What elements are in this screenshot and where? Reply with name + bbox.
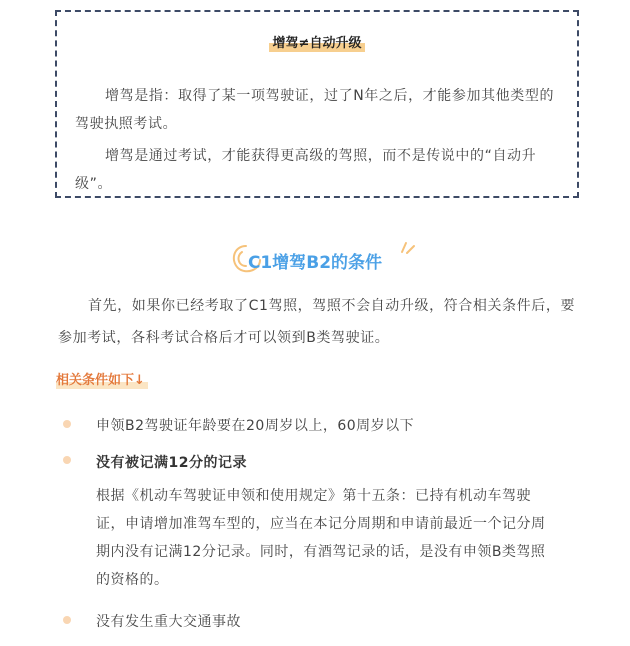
bullet-dot-icon bbox=[63, 616, 71, 624]
intro-paragraph-text: 首先，如果你已经考取了C1驾照，驾照不会自动升级，符合相关条件后，要参加考试，各科考试合格后才可以领到B类驾驶证。 bbox=[58, 298, 576, 346]
notice-paragraph-2-text: 增驾是通过考试，才能获得更高级的驾照，而不是传说中的“自动升级”。 bbox=[75, 148, 537, 192]
condition-item-2-detail: 根据《机动车驾驶证申领和使用规定》第十五条：已持有机动车驾驶证，申请增加准驾车型的，应当在本记分周期和申请前最近一个记分周期内没有记满12分记录。同时，有酒驾记录的话，是没有申领B类驾照的资格的。 bbox=[96, 488, 546, 588]
bullet-dot-icon bbox=[63, 456, 71, 464]
intro-paragraph bbox=[58, 290, 578, 354]
notice-box bbox=[55, 10, 579, 198]
condition-item-2: 没有被记满12分的记录 bbox=[96, 455, 247, 471]
section-heading bbox=[0, 240, 630, 280]
section-heading-text: C1增驾B2的条件 bbox=[247, 253, 383, 273]
notice-paragraph-1 bbox=[75, 82, 563, 138]
notice-title-text: 增驾≠自动升级 bbox=[269, 36, 366, 52]
condition-item-1: 申领B2驾驶证年龄要在20周岁以上，60周岁以下 bbox=[96, 418, 415, 434]
notice-title bbox=[57, 32, 577, 51]
notice-paragraph-2 bbox=[75, 142, 563, 198]
condition-item-3: 没有发生重大交通事故 bbox=[96, 614, 241, 630]
bullet-dot-icon bbox=[63, 420, 71, 428]
notice-paragraph-1-text: 增驾是指：取得了某一项驾驶证，过了N年之后，才能参加其他类型的驾驶执照考试。 bbox=[75, 88, 555, 132]
conditions-tag: 相关条件如下↓ bbox=[56, 369, 148, 389]
